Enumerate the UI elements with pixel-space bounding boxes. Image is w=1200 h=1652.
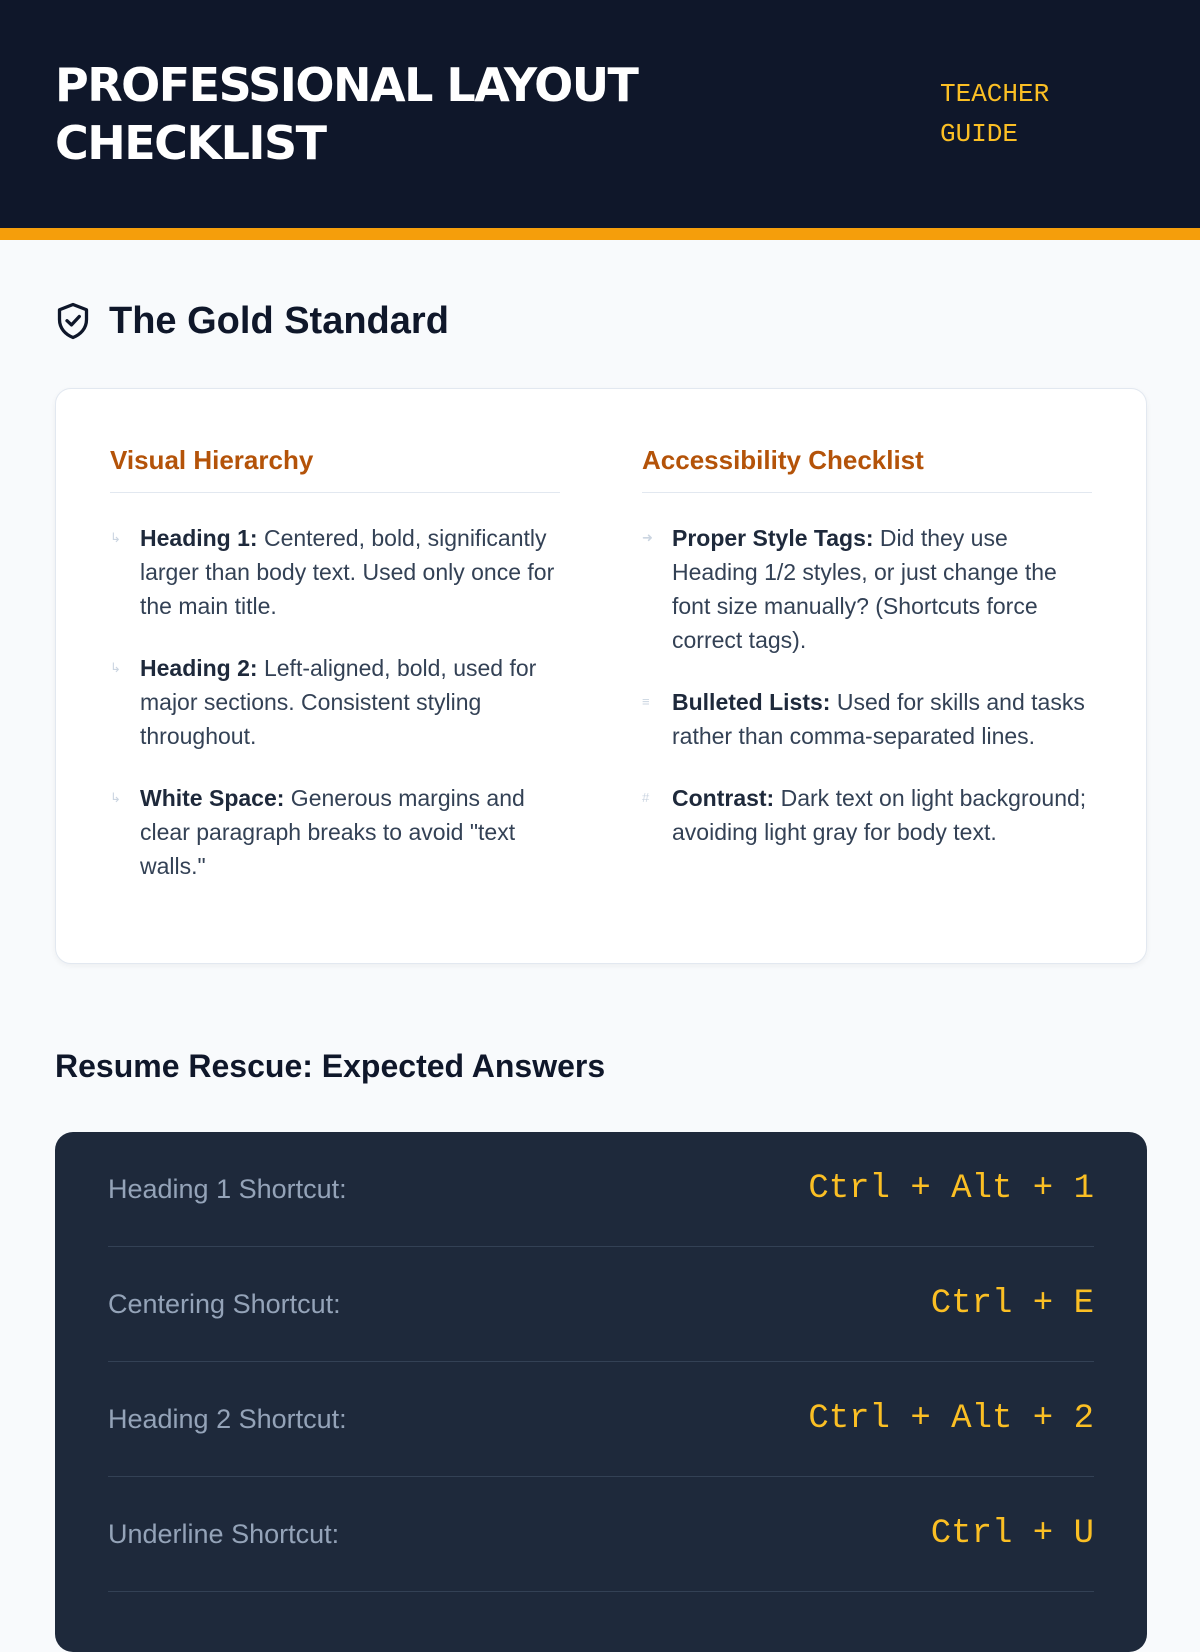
answers-panel — [55, 1132, 1147, 1652]
checklist-card — [55, 388, 1147, 964]
item-text: Dark text on light background; avoiding light gray for body text. — [672, 785, 1087, 845]
column-title: Accessibility Checklist — [642, 445, 1092, 493]
item-text: Generous margins and clear paragraph breaks to avoid "text walls." — [140, 785, 525, 879]
list-item — [110, 521, 560, 623]
shortcut-keys: Ctrl + E — [930, 1285, 1094, 1323]
page-header — [0, 0, 1200, 228]
guide-tag: TEACHER GUIDE — [940, 79, 1050, 149]
answer-row — [108, 1362, 1094, 1477]
shortcut-keys: Ctrl + Alt + 2 — [808, 1400, 1094, 1438]
accent-divider — [0, 228, 1200, 240]
shortcut-keys: Ctrl + Alt + 1 — [808, 1170, 1094, 1208]
accessibility-column — [642, 445, 1092, 849]
arrow-return-icon: ↳ — [110, 790, 121, 805]
item-term: Bulleted Lists: — [672, 689, 831, 715]
arrow-right-icon: ➜ — [642, 530, 653, 545]
item-text: Centered, bold, significantly larger than body text. Used only once for the main title. — [140, 525, 555, 619]
visual-hierarchy-column — [110, 445, 560, 883]
answer-label: Centering Shortcut: — [108, 1288, 341, 1319]
item-text: Did they use Heading 1/2 styles, or just change the font size manually? (Shortcuts force correct tags). — [672, 525, 1057, 653]
item-text: Left-aligned, bold, used for major sections. Consistent styling throughout. — [140, 655, 537, 749]
section-title: The Gold Standard — [109, 299, 449, 342]
answer-label: Heading 1 Shortcut: — [108, 1173, 347, 1204]
list-icon: ≡ — [642, 694, 650, 709]
hash-icon: # — [642, 790, 650, 805]
gold-standard-heading — [55, 296, 449, 346]
list-item — [642, 521, 1092, 657]
item-term: Contrast: — [672, 785, 775, 811]
shield-check-icon — [55, 301, 91, 341]
page-title: PROFESSIONAL LAYOUT CHECKLIST — [55, 58, 638, 170]
item-term: Proper Style Tags: — [672, 525, 874, 551]
list-item — [642, 685, 1092, 753]
answer-row — [108, 1247, 1094, 1362]
item-text: Used for skills and tasks rather than comma-separated lines. — [672, 689, 1085, 749]
arrow-return-icon: ↳ — [110, 530, 121, 545]
shortcut-keys: Ctrl + U — [930, 1515, 1094, 1553]
answers-heading: Resume Rescue: Expected Answers — [55, 1048, 606, 1084]
list-item — [642, 781, 1092, 849]
item-term: White Space: — [140, 785, 285, 811]
item-term: Heading 2: — [140, 655, 258, 681]
column-title: Visual Hierarchy — [110, 445, 560, 493]
answer-row — [108, 1132, 1094, 1247]
answer-label: Underline Shortcut: — [108, 1518, 340, 1549]
list-item — [110, 781, 560, 883]
arrow-return-icon: ↳ — [110, 660, 121, 675]
answer-row — [108, 1477, 1094, 1592]
answer-label: Heading 2 Shortcut: — [108, 1403, 347, 1434]
list-item — [110, 651, 560, 753]
item-term: Heading 1: — [140, 525, 258, 551]
